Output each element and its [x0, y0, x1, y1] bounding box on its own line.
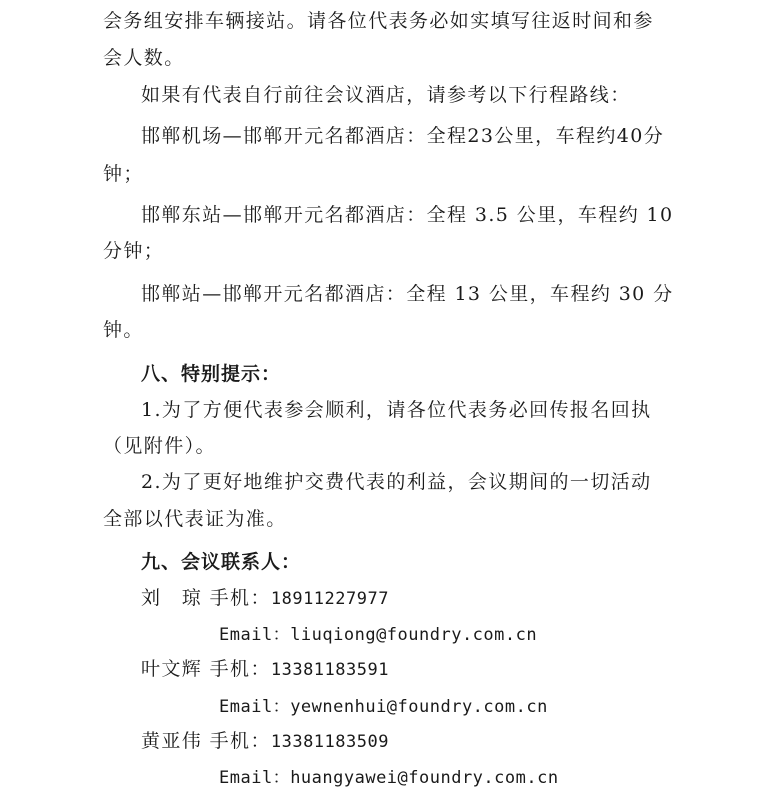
email-label: Email： [219, 625, 291, 645]
phone-number: 13381183509 [270, 732, 389, 752]
email-address: yewnenhui@foundry.com.cn [290, 697, 548, 717]
email-row [219, 765, 559, 790]
route-line: 钟； [103, 163, 144, 185]
notice-line: 2.为了更好地维护交费代表的利益，会议期间的一切活动 [141, 471, 652, 493]
notice-line: （见附件）。 [103, 435, 216, 457]
phone-number: 13381183591 [270, 660, 389, 680]
contact-name: 黄亚伟 [141, 730, 203, 752]
phone-label: 手机： [209, 587, 271, 609]
route-line: 邯郸机场—邯郸开元名都酒店：全程23公里，车程约40分 [141, 125, 665, 147]
route-line: 分钟； [103, 240, 165, 262]
phone-label: 手机： [209, 730, 271, 752]
contact-row [141, 657, 389, 682]
phone-label: 手机： [209, 658, 271, 680]
email-row [219, 694, 548, 719]
section-heading: 八、特别提示： [141, 363, 282, 385]
contact-row [141, 729, 389, 754]
contact-row [141, 586, 389, 611]
phone-number: 18911227977 [270, 589, 389, 609]
notice-line: 1.为了方便代表参会顺利，请各位代表务必回传报名回执 [141, 399, 652, 421]
contact-name: 叶文辉 [141, 658, 203, 680]
email-row [219, 622, 537, 647]
notice-line: 全部以代表证为准。 [103, 508, 287, 530]
email-address: liuqiong@foundry.com.cn [290, 625, 538, 645]
route-line: 邯郸站—邯郸开元名都酒店：全程 13 公里，车程约 30 分 [141, 283, 674, 305]
contact-name: 刘 琼 [141, 587, 203, 609]
route-line: 邯郸东站—邯郸开元名都酒店：全程 3.5 公里，车程约 10 [141, 204, 674, 226]
section-heading: 九、会议联系人： [141, 551, 302, 573]
email-address: huangyawei@foundry.com.cn [290, 768, 559, 788]
route-line: 钟。 [103, 319, 144, 341]
paragraph-line: 如果有代表自行前往会议酒店，请参考以下行程路线： [141, 84, 631, 106]
paragraph-line: 会人数。 [103, 47, 185, 69]
email-label: Email： [219, 768, 291, 788]
email-label: Email： [219, 697, 291, 717]
paragraph-line: 会务组安排车辆接站。请各位代表务必如实填写往返时间和参 [103, 10, 654, 32]
